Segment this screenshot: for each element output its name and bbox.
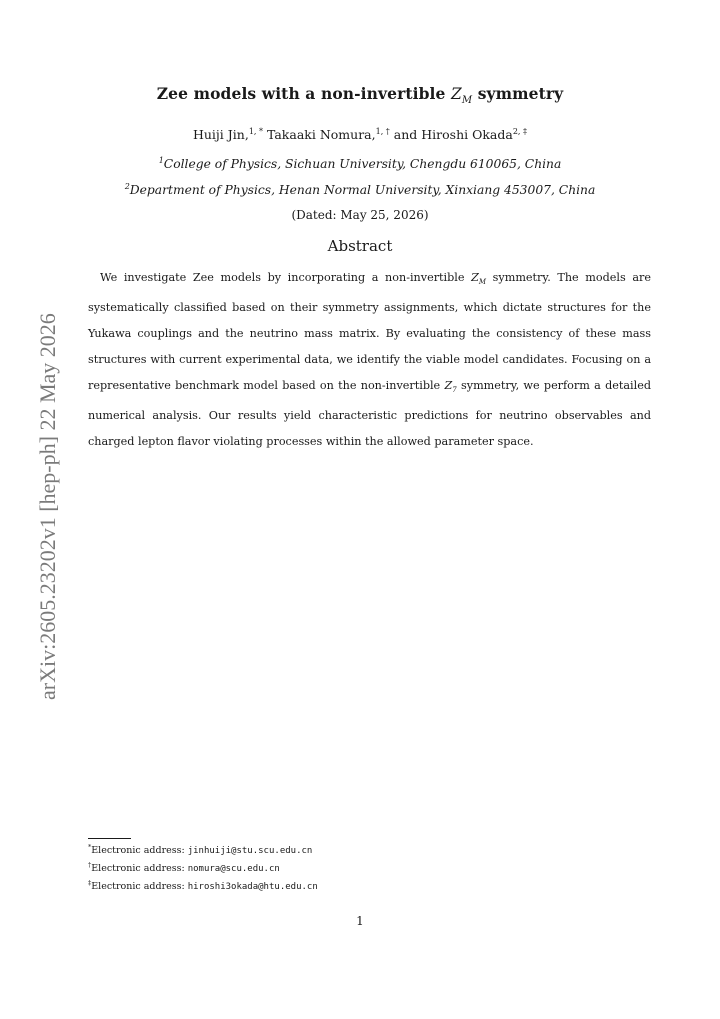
abstract-subscript: M [478,278,487,287]
abstract-heading: Abstract [327,237,393,255]
affiliation-text: College of Physics, Sichuan University, Chengdu 610065, China [163,157,562,172]
abstract-symbol: Z [471,271,479,284]
author-mark: 1, * [248,127,264,136]
dated-line: (Dated: May 25, 2026) [291,208,429,222]
footnote-mark: ‡ [88,879,92,887]
title-symbol: Z [450,85,462,103]
abstract-text: symmetry, we perform a detailed numerical analysis. Our results yield characteristic predictions for neutrino observables and charged lepton flavor violating processes within the allowed parameter space. [88,379,651,449]
footnote-mark: † [88,861,92,869]
affiliation [0,182,720,197]
affiliation [0,156,720,171]
footnote [88,879,318,892]
abstract-text: We investigate Zee models by incorporating a non-invertible [100,271,472,284]
title-text-after: symmetry [472,84,564,103]
footnote [88,861,280,874]
title-subscript: M [461,95,473,107]
author-list [0,127,720,142]
paper-title [0,84,720,106]
abstract-symbol: Z [444,379,453,393]
footnote-email[interactable]: hiroshi3okada@htu.edu.cn [187,882,318,893]
footnote-email[interactable]: jinhuiji@stu.scu.edu.cn [187,846,313,857]
arxiv-identifier: arXiv:2605.23202v1 [hep-ph] 22 May 2026 [35,313,60,700]
footnote-label: Electronic address: [91,863,188,875]
footnote [88,843,312,856]
affiliation-mark: 2 [124,182,130,191]
abstract-subscript: 7 [452,386,457,395]
footnote-rule [88,838,131,839]
author-name: Takaaki Nomura, [263,127,376,143]
abstract-body [88,265,651,455]
author-name: and Hiroshi Okada [389,127,513,143]
author-mark: 1, † [375,127,390,136]
abstract-paragraph [88,265,651,455]
footnote-mark: * [88,843,92,851]
page-number: 1 [356,914,364,928]
affiliation-text: Department of Physics, Henan Normal University, Xinxiang 453007, China [129,183,596,198]
author-mark: 2, ‡ [512,127,528,136]
author-name: Huiji Jin, [192,127,249,143]
footnote-email[interactable]: nomura@scu.edu.cn [187,864,280,875]
footnote-label: Electronic address: [91,845,188,857]
affiliation-mark: 1 [158,156,164,165]
title-text-before: Zee models with a non-invertible [156,84,451,103]
abstract-text: symmetry. The models are systematically classified based on their symmetry assignments, which dictate structures for the Yukawa couplings and the neutrino mass matrix. By evaluating the consistency of these mass structures with current experimental data, we identify the viable model candidates. Focusing on a representative benchmark model based on the non-invertible [88,271,651,393]
footnote-label: Electronic address: [91,881,188,893]
